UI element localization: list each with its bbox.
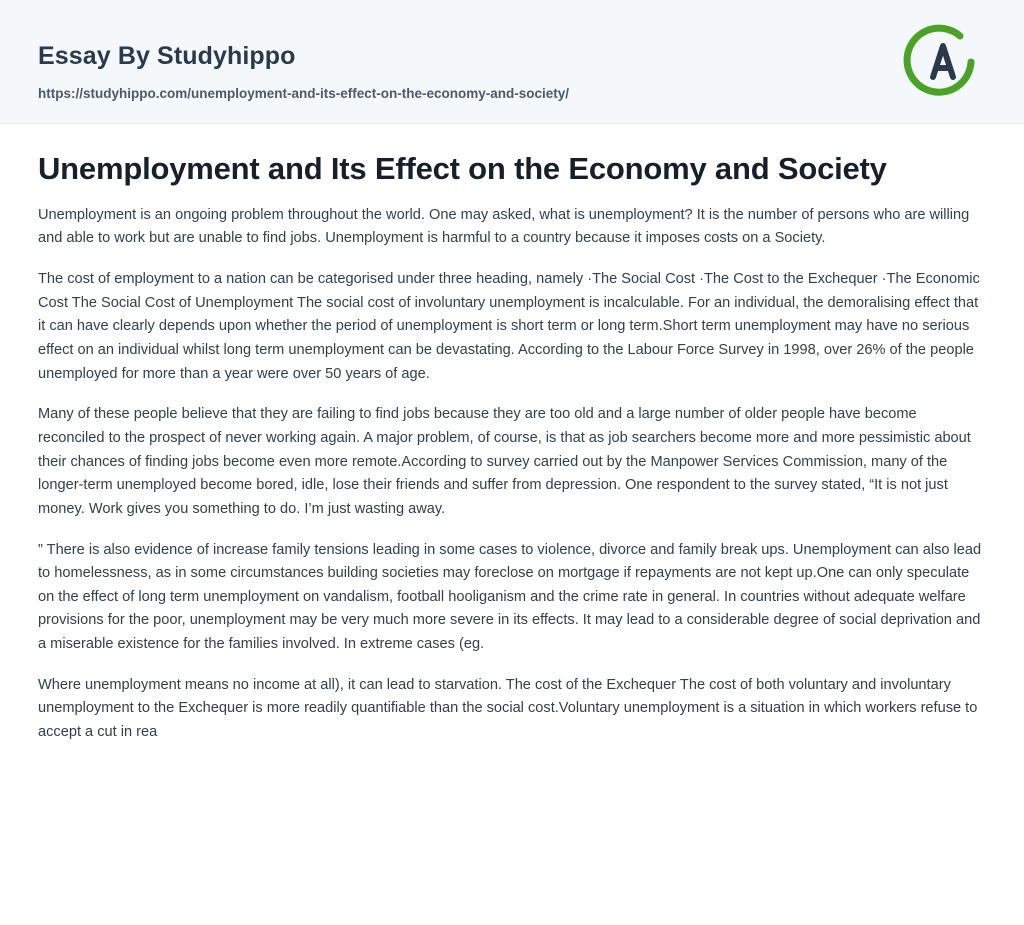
- page-header: [0, 0, 1024, 124]
- site-brand: Essay By Studyhippo: [38, 42, 296, 70]
- source-url-link[interactable]: https://studyhippo.com/unemployment-and-its-effect-on-the-economy-and-society/: [38, 86, 570, 101]
- article-paragraph: Many of these people believe that they are failing to find jobs because they are too old and a large number of older people have become reconciled to the prospect of never working again. A major problem, of course, is that as job searchers become more and more pessimistic about their chances of finding jobs become even more remote.According to survey carried out by the Manpower Services Commission, many of the longer-term unemployed become bored, idle, lose their friends and suffer from depression. One respondent to the survey stated, “It is not just money. Work gives you something to do. I’m just wasting away.: [38, 406, 971, 517]
- circle-a-logo-icon: [902, 22, 982, 102]
- article-paragraph: Where unemployment means no income at all), it can lead to starvation. The cost of the Exchequer The cost of both voluntary and involuntary unemployment to the Exchequer is more readily quantifiable than the social cost.Voluntary unemployment is a situation in which workers refuse to accept a cut in rea: [38, 676, 978, 740]
- article-paragraph: The cost of employment to a nation can be categorised under three heading, namely ·The Social Cost ·The Cost to the Exchequer ·The Economic Cost The Social Cost of Unemployment The social cost of involuntary unemployment is incalculable. For an individual, the demoralising effect that it can have clearly depends upon whether the period of unemployment is short term or long term.Short term unemployment may have no serious effect on an individual whilst long term unemployment can be devastating. According to the Labour Force Survey in 1998, over 26% of the people unemployed for more than a year were over 50 years of age.: [38, 271, 980, 382]
- article-paragraph: ” There is also evidence of increase family tensions leading in some cases to violence, divorce and family break ups. Unemployment can also lead to homelessness, as in some circumstances building societies may foreclose on mortgage if repayments are not kept up.One can only speculate on the effect of long term unemployment on vandalism, football hooliganism and the crime rate in general. In countries without adequate welfare provisions for the poor, unemployment may be very much more severe in its effects. It may lead to a considerable degree of social deprivation and a miserable existence for the families involved. In extreme cases (eg.: [38, 541, 982, 653]
- article-paragraph: Unemployment is an ongoing problem throughout the world. One may asked, what is unemployment? It is the number of persons who are willing and able to work but are unable to find jobs. Unemployment is harmful to a country because it imposes costs on a Society.: [38, 206, 970, 247]
- page-title: Unemployment and Its Effect on the Economy and Society: [38, 151, 887, 186]
- article-body: [0, 124, 1024, 745]
